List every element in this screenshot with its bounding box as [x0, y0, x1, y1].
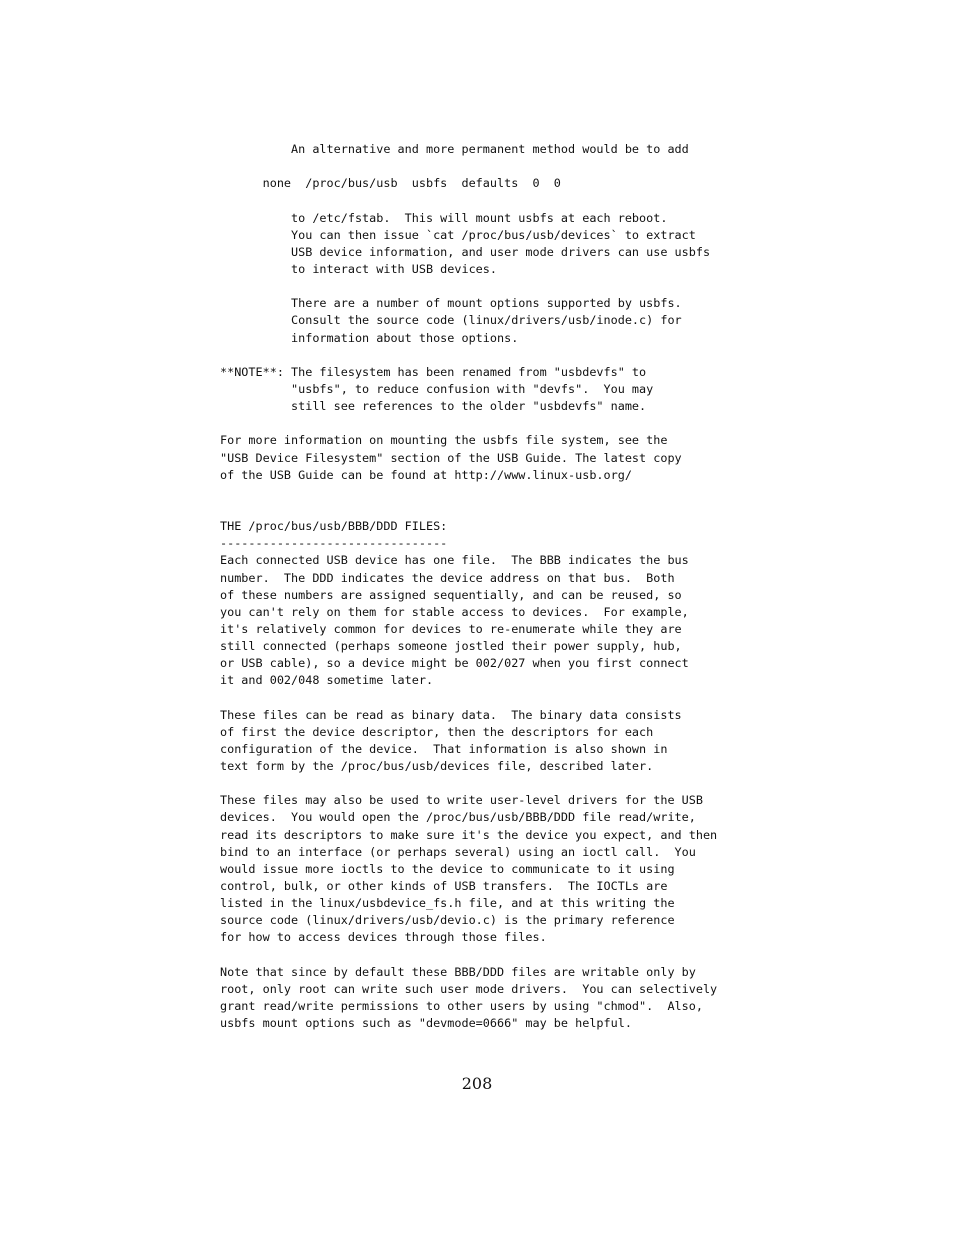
text-line — [220, 501, 717, 518]
text-line: For more information on mounting the usbfs file system, see the — [220, 433, 668, 448]
text-line — [220, 415, 717, 432]
text-line: configuration of the device. That information is also shown in — [220, 741, 668, 756]
text-line: source code (linux/drivers/usb/devio.c) is the primary reference — [220, 913, 675, 928]
text-line: USB device information, and user mode drivers can use usbfs — [220, 244, 711, 259]
page-number: 208 — [461, 1074, 493, 1093]
text-line: none /proc/bus/usb usbfs defaults 0 0 — [220, 176, 561, 191]
text-line: text form by the /proc/bus/usb/devices file, described later. — [220, 759, 654, 774]
text-line: to interact with USB devices. — [220, 261, 497, 276]
text-line: of these numbers are assigned sequentially, and can be reused, so — [220, 587, 682, 602]
text-line: bind to an interface (or perhaps several) using an ioctl call. You — [220, 844, 696, 859]
document-body — [220, 141, 717, 1032]
text-line: still connected (perhaps someone jostled their power supply, hub, — [220, 639, 682, 654]
text-line: to /etc/fstab. This will mount usbfs at each reboot. — [220, 210, 668, 225]
text-line: root, only root can write such user mode drivers. You can selectively — [220, 981, 718, 996]
text-line — [220, 158, 717, 175]
text-line: -------------------------------- — [220, 536, 448, 551]
text-line: control, bulk, or other kinds of USB transfers. The IOCTLs are — [220, 879, 668, 894]
text-line: listed in the linux/usbdevice_fs.h file, and at this writing the — [220, 896, 675, 911]
text-line: These files can be read as binary data. The binary data consists — [220, 707, 682, 722]
text-line: information about those options. — [220, 330, 519, 345]
text-line: of the USB Guide can be found at http://www.linux-usb.org/ — [220, 467, 632, 482]
text-line — [220, 484, 717, 501]
text-line: grant read/write permissions to other users by using "chmod". Also, — [220, 999, 703, 1014]
text-line: An alternative and more permanent method would be to add — [220, 142, 689, 156]
text-line: Each connected USB device has one file. The BBB indicates the bus — [220, 553, 689, 568]
text-line: usbfs mount options such as "devmode=0666" may be helpful. — [220, 1016, 632, 1031]
text-line: it and 002/048 sometime later. — [220, 673, 434, 688]
text-line: for how to access devices through those files. — [220, 930, 547, 945]
text-line: **NOTE**: The filesystem has been renamed from "usbdevfs" to — [220, 364, 647, 379]
text-line: Consult the source code (linux/drivers/usb/inode.c) for — [220, 313, 682, 328]
text-line: There are a number of mount options supported by usbfs. — [220, 296, 682, 311]
text-line: read its descriptors to make sure it's the device you expect, and then — [220, 827, 718, 842]
text-line: Note that since by default these BBB/DDD files are writable only by — [220, 964, 696, 979]
text-line: of first the device descriptor, then the descriptors for each — [220, 724, 654, 739]
text-line: These files may also be used to write user-level drivers for the USB — [220, 793, 703, 808]
text-line — [220, 775, 717, 792]
text-line — [220, 347, 717, 364]
text-line — [220, 278, 717, 295]
text-line — [220, 192, 717, 209]
text-line: it's relatively common for devices to re-enumerate while they are — [220, 621, 682, 636]
text-line: would issue more ioctls to the device to communicate to it using — [220, 861, 675, 876]
text-line — [220, 690, 717, 707]
text-line: "usbfs", to reduce confusion with "devfs". You may — [220, 381, 654, 396]
text-line: still see references to the older "usbdevfs" name. — [220, 399, 647, 414]
text-line: THE /proc/bus/usb/BBB/DDD FILES: — [220, 519, 448, 534]
text-line — [220, 947, 717, 964]
text-line: or USB cable), so a device might be 002/027 when you first connect — [220, 656, 689, 671]
text-line: You can then issue `cat /proc/bus/usb/devices` to extract — [220, 227, 696, 242]
text-line: you can't rely on them for stable access to devices. For example, — [220, 604, 689, 619]
text-line: devices. You would open the /proc/bus/usb/BBB/DDD file read/write, — [220, 810, 696, 825]
text-line: "USB Device Filesystem" section of the USB Guide. The latest copy — [220, 450, 682, 465]
text-line: number. The DDD indicates the device address on that bus. Both — [220, 570, 675, 585]
